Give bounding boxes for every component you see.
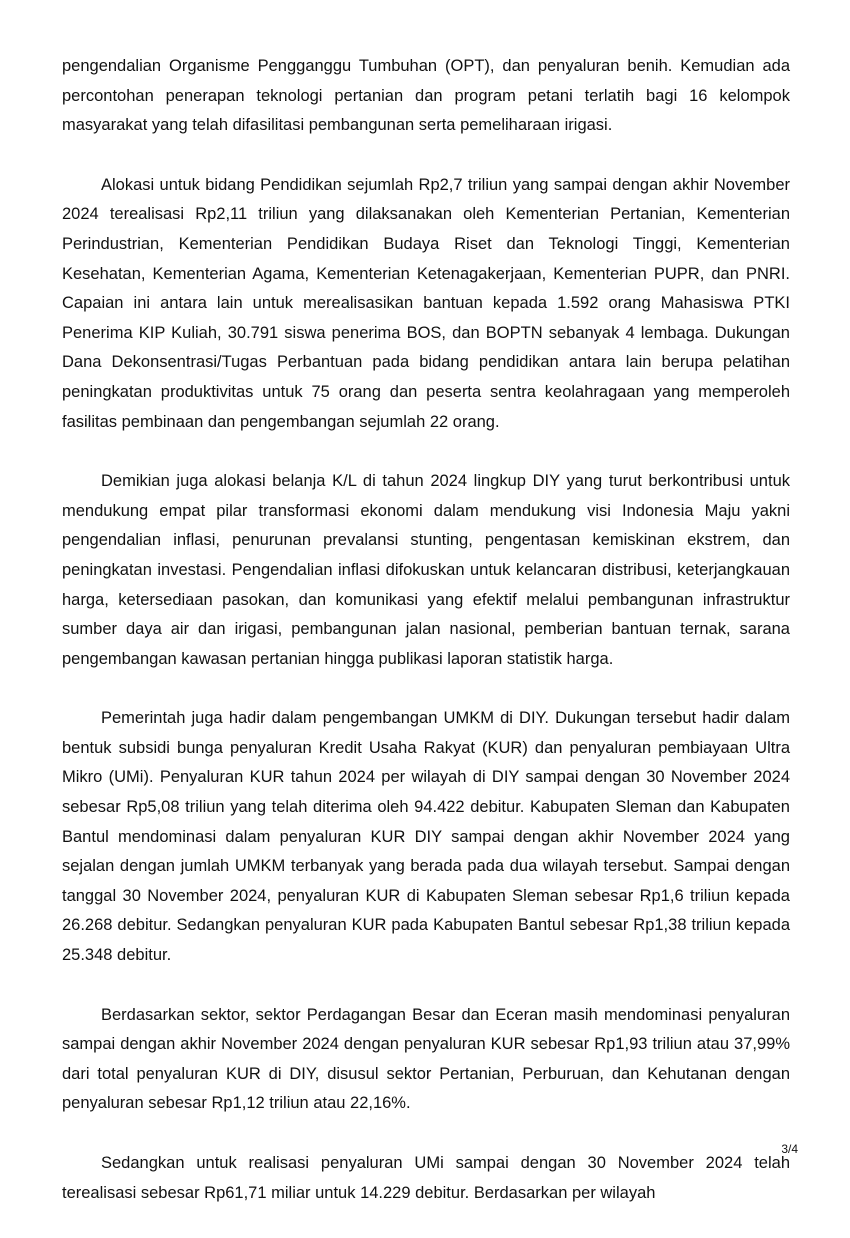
paragraph-umi: Sedangkan untuk realisasi penyaluran UMi sampai dengan 30 November 2024 telah terealisasi sebesar Rp61,71 miliar untuk 14.229 debitur. Berdasarkan per wilayah [62, 1154, 790, 1202]
paragraph-pendidikan: Alokasi untuk bidang Pendidikan sejumlah Rp2,7 triliun yang sampai dengan akhir November 2024 terealisasi Rp2,11 triliun yang dilaksanakan oleh Kementerian Pertanian, Kementerian Perindustrian, Kementerian Pendidikan Budaya Riset dan Teknologi Tinggi, Kementerian Kesehatan, Kementerian Agama, Kementerian Ketenagakerjaan, Kementerian PUPR, dan PNRI. Capaian ini antara lain untuk merealisasikan bantuan kepada 1.592 orang Mahasiswa PTKI Penerima KIP Kuliah, 30.791 siswa penerima BOS, dan BOPTN sebanyak 4 lembaga. Dukungan Dana Dekonsentrasi/Tugas Perbantuan pada bidang pendidikan antara lain berupa pelatihan peningkatan produktivitas untuk 75 orang dan peserta sentra keolahragaan yang memperoleh fasilitas pembinaan dan pengembangan sejumlah 22 orang. [62, 175, 790, 431]
paragraph-opt-irigasi: pengendalian Organisme Pengganggu Tumbuhan (OPT), dan penyaluran benih. Kemudian ada percontohan penerapan teknologi pertanian dan program petani terlatih bagi 16 kelompok masyarakat yang telah difasilitasi pembangunan serta pemeliharaan irigasi. [62, 57, 790, 135]
paragraph-umkm-kur: Pemerintah juga hadir dalam pengembangan UMKM di DIY. Dukungan tersebut hadir dalam bentuk subsidi bunga penyaluran Kredit Usaha Rakyat (KUR) dan penyaluran pembiayaan Ultra Mikro (UMi). Penyaluran KUR tahun 2024 per wilayah di DIY sampai dengan 30 November 2024 sebesar Rp5,08 triliun yang telah diterima oleh 94.422 debitur. Kabupaten Sleman dan Kabupaten Bantul mendominasi dalam penyaluran KUR DIY sampai dengan akhir November 2024 yang sejalan dengan jumlah UMKM terbanyak yang berada pada dua wilayah tersebut. Sampai dengan tanggal 30 November 2024, penyaluran KUR di Kabupaten Sleman sebesar Rp1,6 triliun kepada 26.268 debitur. Sedangkan penyaluran KUR pada Kabupaten Bantul sebesar Rp1,38 triliun kepada 25.348 debitur. [62, 709, 790, 965]
document-body [62, 52, 790, 1238]
paragraph-sektor-kur: Berdasarkan sektor, sektor Perdagangan Besar dan Eceran masih mendominasi penyaluran sampai dengan akhir November 2024 dengan penyaluran KUR sebesar Rp1,93 triliun atau 37,99% dari total penyaluran KUR di DIY, disusul sektor Pertanian, Perburuan, dan Kehutanan dengan penyaluran sebesar Rp1,12 triliun atau 22,16%. [62, 1005, 790, 1113]
paragraph-belanja-kl: Demikian juga alokasi belanja K/L di tahun 2024 lingkup DIY yang turut berkontribusi untuk mendukung empat pilar transformasi ekonomi dalam mendukung visi Indonesia Maju yakni pengendalian inflasi, penurunan prevalansi stunting, pengentasan kemiskinan ekstrem, dan peningkatan investasi. Pengendalian inflasi difokuskan untuk kelancaran distribusi, keterjangkauan harga, ketersediaan pasokan, dan komunikasi yang efektif melalui pembangunan infrastruktur sumber daya air dan irigasi, pembangunan jalan nasional, pemberian bantuan ternak, sarana pengembangan kawasan pertanian hingga publikasi laporan statistik harga. [62, 472, 790, 668]
page-number: 3/4 [781, 1142, 798, 1156]
